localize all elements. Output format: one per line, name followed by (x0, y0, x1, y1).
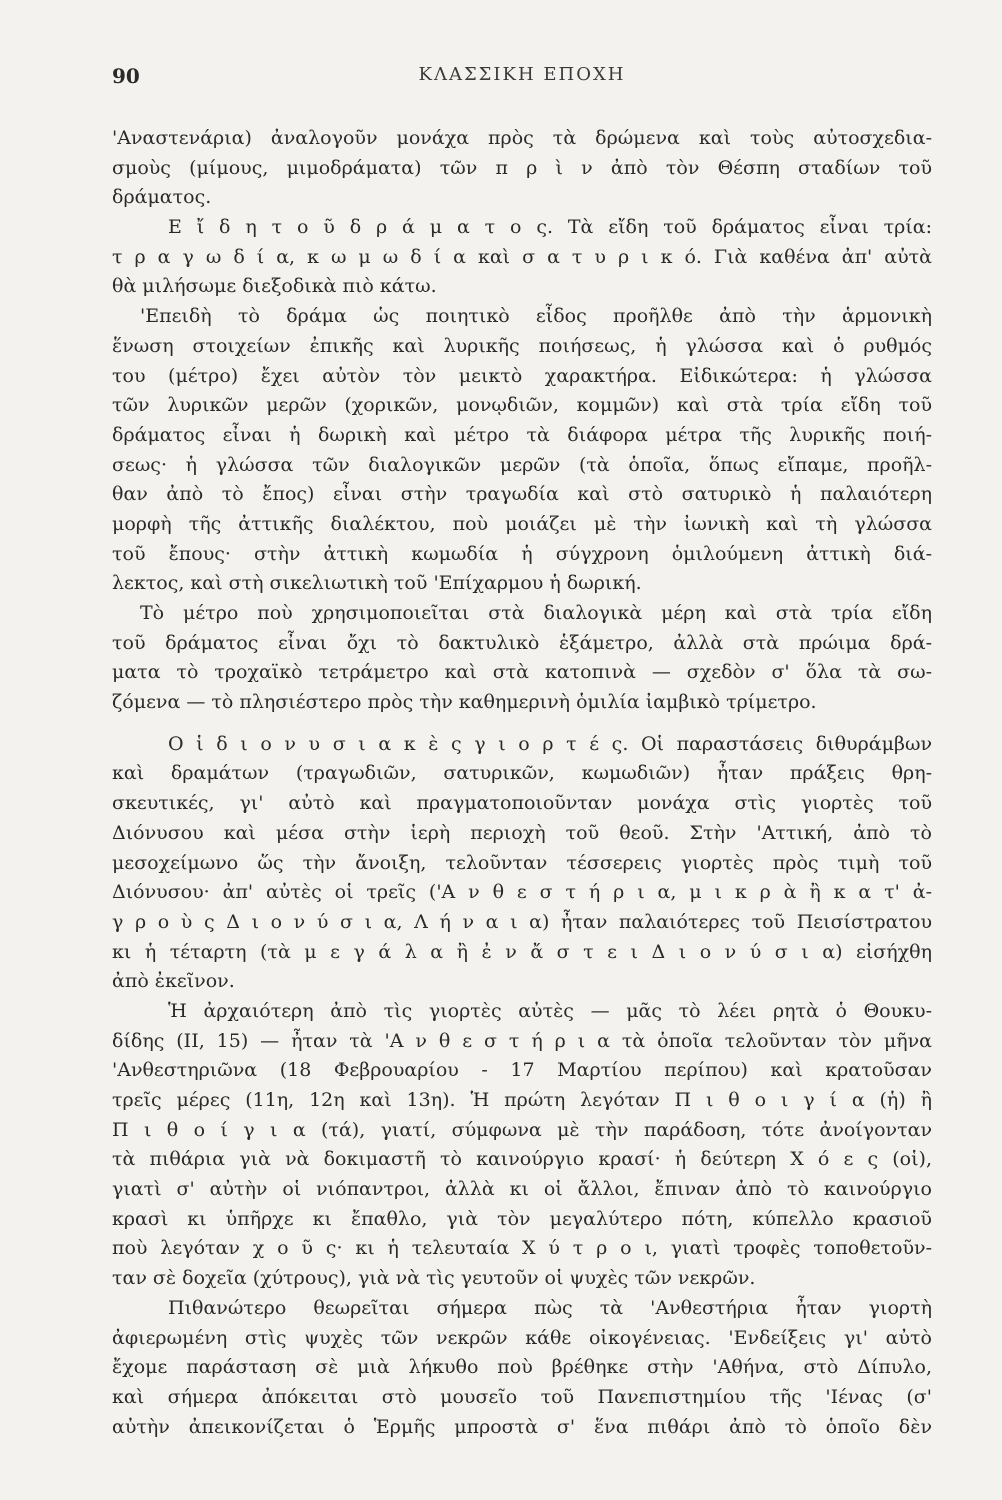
text-line: τὰ πιθάρια γιὰ νὰ δοκιμαστῆ τὸ καινούργιο κρασί· ἡ δεύτερη Χ ό ε ς (οἱ), (112, 1148, 932, 1171)
text-line: καὶ δραμάτων (τραγωδιῶν, σατυρικῶν, κωμωδιῶν) ἦταν πράξεις θρη- (112, 762, 932, 785)
text-line: ἕνωση στοιχείων ἐπικῆς καὶ λυρικῆς ποιήσεως, ἡ γλώσσα καὶ ὁ ρυθμός (112, 334, 932, 357)
text-line: ταν σὲ δοχεῖα (χύτρους), γιὰ νὰ τὶς γευτοῦν οἱ ψυχὲς τῶν νεκρῶν. (112, 1267, 756, 1290)
text-line: δράματος. (112, 186, 212, 209)
text-line: Π ι θ ο ί γ ι α (τά), γιατί, σύμφωνα μὲ τὴν παράδοση, τότε ἀνοίγονταν (112, 1118, 932, 1141)
text-line: τρεῖς μέρες (11η, 12η καὶ 13η). Ἡ πρώτη λεγόταν Π ι θ ο ι γ ί α (ἡ) ἢ (112, 1089, 932, 1111)
text-line: 'Αναστενάρια) ἀναλογοῦν μονάχα πρὸς τὰ δρώμενα καὶ τοὺς αὐτοσχεδια- (112, 127, 932, 149)
text-line: αὐτὴν ἀπεικονίζεται ὁ Ἑρμῆς μπροστὰ σ' ἕνα πιθάρι ἀπὸ τὸ ὁποῖο δὲν (112, 1415, 932, 1438)
text-line: καὶ σήμερα ἀπόκειται στὸ μουσεῖο τοῦ Πανεπιστημίου τῆς 'Ιένας (σ' (112, 1385, 932, 1408)
running-title: ΚΛΑΣΣΙΚΗ ΕΠΟΧΗ (418, 64, 626, 85)
body-text (112, 124, 932, 1442)
text-line: σκευτικές, γι' αὐτὸ καὶ πραγματοποιοῦνταν μονάχα στὶς γιορτὲς τοῦ (112, 792, 932, 815)
text-line: θὰ μιλήσωμε διεξοδικὰ πιὸ κάτω. (112, 275, 437, 298)
text-line: Διόνυσου καὶ μέσα στὴν ἱερὴ περιοχὴ τοῦ θεοῦ. Στὴν 'Αττική, ἀπὸ τὸ (112, 821, 932, 844)
text-line: 'Ανθεστηριῶνα (18 Φεβρουαρίου - 17 Μαρτίου περίπου) καὶ κρατοῦσαν (112, 1059, 932, 1082)
text-line: τοῦ δράματος εἶναι ὄχι τὸ δακτυλικὸ ἑξάμετρο, ἀλλὰ στὰ πρώιμα δρά- (112, 631, 932, 654)
text-line: δράματος εἶναι ἡ δωρικὴ καὶ μέτρο τὰ διάφορα μέτρα τῆς λυρικῆς ποιή- (112, 423, 932, 446)
paragraph-gap (112, 718, 932, 730)
text-line: μεσοχείμωνο ὥς τὴν ἄνοιξη, τελοῦνταν τέσσερεις γιορτὲς πρὸς τιμὴ τοῦ (112, 851, 932, 874)
text-line: 'Επειδὴ τὸ δράμα ὡς ποιητικὸ εἶδος προῆλθε ἀπὸ τὴν ἁρμονικὴ (140, 305, 932, 328)
text-line: Ε ἴ δ η τ ο ῦ δ ρ ά μ α τ ο ς. Τὰ εἴδη τοῦ δράματος εἶναι τρία: (168, 216, 932, 239)
text-line: ζόμενα — τὸ πλησιέστερο πρὸς τὴν καθημερινὴ ὁμιλία ἰαμβικὸ τρίμετρο. (112, 691, 817, 714)
text-line: τ ρ α γ ω δ ί α, κ ω μ ω δ ί α καὶ σ α τ υ ρ ι κ ό. Γιὰ καθένα ἀπ' αὐτὰ (112, 245, 932, 268)
text-line: σεως· ἡ γλώσσα τῶν διαλογικῶν μερῶν (τὰ ὁποῖα, ὅπως εἴπαμε, προῆλ- (112, 453, 932, 476)
text-line: τοῦ ἔπους· στὴν ἀττικὴ κωμωδία ἡ σύγχρονη ὁμιλούμενη ἀττικὴ διά- (112, 542, 932, 565)
text-line: Διόνυσου· ἀπ' αὐτὲς οἱ τρεῖς ('Α ν θ ε σ τ ή ρ ι α, μ ι κ ρ ὰ ἢ κ α τ' ἀ- (112, 881, 932, 904)
text-line: τῶν λυρικῶν μερῶν (χορικῶν, μονῳδιῶν, κομμῶν) καὶ στὰ τρία εἴδη τοῦ (112, 394, 932, 417)
text-line: λεκτος, καὶ στὴ σικελιωτικὴ τοῦ 'Επίχαρμου ἡ δωρική. (112, 572, 642, 595)
text-line: δίδης (ΙΙ, 15) — ἦταν τὰ 'Α ν θ ε σ τ ή ρ ι α τὰ ὁποῖα τελοῦνταν τὸν μῆνα (112, 1029, 932, 1052)
text-line: κρασὶ κι ὑπῆρχε κι ἔπαθλο, γιὰ τὸν μεγαλύτερο πότη, κύπελλο κρασιοῦ (112, 1207, 932, 1230)
text-line: σμοὺς (μίμους, μιμοδράματα) τῶν π ρ ὶ ν ἀπὸ τὸν Θέσπη σταδίων τοῦ (112, 156, 932, 179)
text-line: Ἡ ἀρχαιότερη ἀπὸ τὶς γιορτὲς αὐτὲς — μᾶς τὸ λέει ρητὰ ὁ Θουκυ- (168, 999, 932, 1022)
text-line: μορφὴ τῆς ἀττικῆς διαλέκτου, ποὺ μοιάζει μὲ τὴν ἰωνικὴ καὶ τὴ γλώσσα (112, 512, 932, 535)
text-line: θαν ἀπὸ τὸ ἔπος) εἶναι στὴν τραγωδία καὶ στὸ σατυρικὸ ἡ παλαιότερη (112, 483, 932, 506)
page-number: 90 (112, 64, 140, 88)
text-line: ματα τὸ τροχαϊκὸ τετράμετρο καὶ στὰ κατοπινὰ — σχεδὸν σ' ὅλα τὰ σω- (112, 661, 932, 684)
text-line: γ ρ ο ὺ ς Δ ι ο ν ύ σ ι α, Λ ή ν α ι α) ἦταν παλαιότερες τοῦ Πεισίστρατου (112, 910, 932, 933)
text-line: Πιθανώτερο θεωρεῖται σήμερα πὼς τὰ 'Ανθεστήρια ἦταν γιορτὴ (168, 1296, 932, 1319)
running-head (112, 64, 932, 94)
text-line: Τὸ μέτρο ποὺ χρησιμοποιεῖται στὰ διαλογικὰ μέρη καὶ στὰ τρία εἴδη (140, 602, 932, 624)
text-line: Ο ἱ δ ι ο ν υ σ ι α κ ὲ ς γ ι ο ρ τ έ ς. Οἱ παραστάσεις διθυράμβων (168, 732, 932, 755)
text-line: ποὺ λεγόταν χ ο ῦ ς· κι ἡ τελευταία Χ ύ τ ρ ο ι, γιατὶ τροφὲς τοποθετοῦν- (112, 1237, 932, 1260)
text-line: του (μέτρο) ἔχει αὐτὸν τὸν μεικτὸ χαρακτήρα. Εἰδικώτερα: ἡ γλώσσα (112, 364, 932, 387)
text-line: κι ἡ τέταρτη (τὰ μ ε γ ά λ α ἢ ἐ ν ἄ σ τ ε ι Δ ι ο ν ύ σ ι α) εἰσήχθη (112, 940, 932, 963)
text-line: ἀπὸ ἐκεῖνον. (112, 970, 235, 993)
text-line: γιατὶ σ' αὐτὴν οἱ νιόπαντροι, ἀλλὰ κι οἱ ἄλλοι, ἔπιναν ἀπὸ τὸ καινούργιο (112, 1178, 932, 1201)
text-line: ἀφιερωμένη στὶς ψυχὲς τῶν νεκρῶν κάθε οἰκογένειας. 'Ενδείξεις γι' αὐτὸ (112, 1326, 932, 1349)
text-line: ἔχομε παράσταση σὲ μιὰ λήκυθο ποὺ βρέθηκε στὴν 'Αθήνα, στὸ Δίπυλο, (112, 1356, 932, 1379)
